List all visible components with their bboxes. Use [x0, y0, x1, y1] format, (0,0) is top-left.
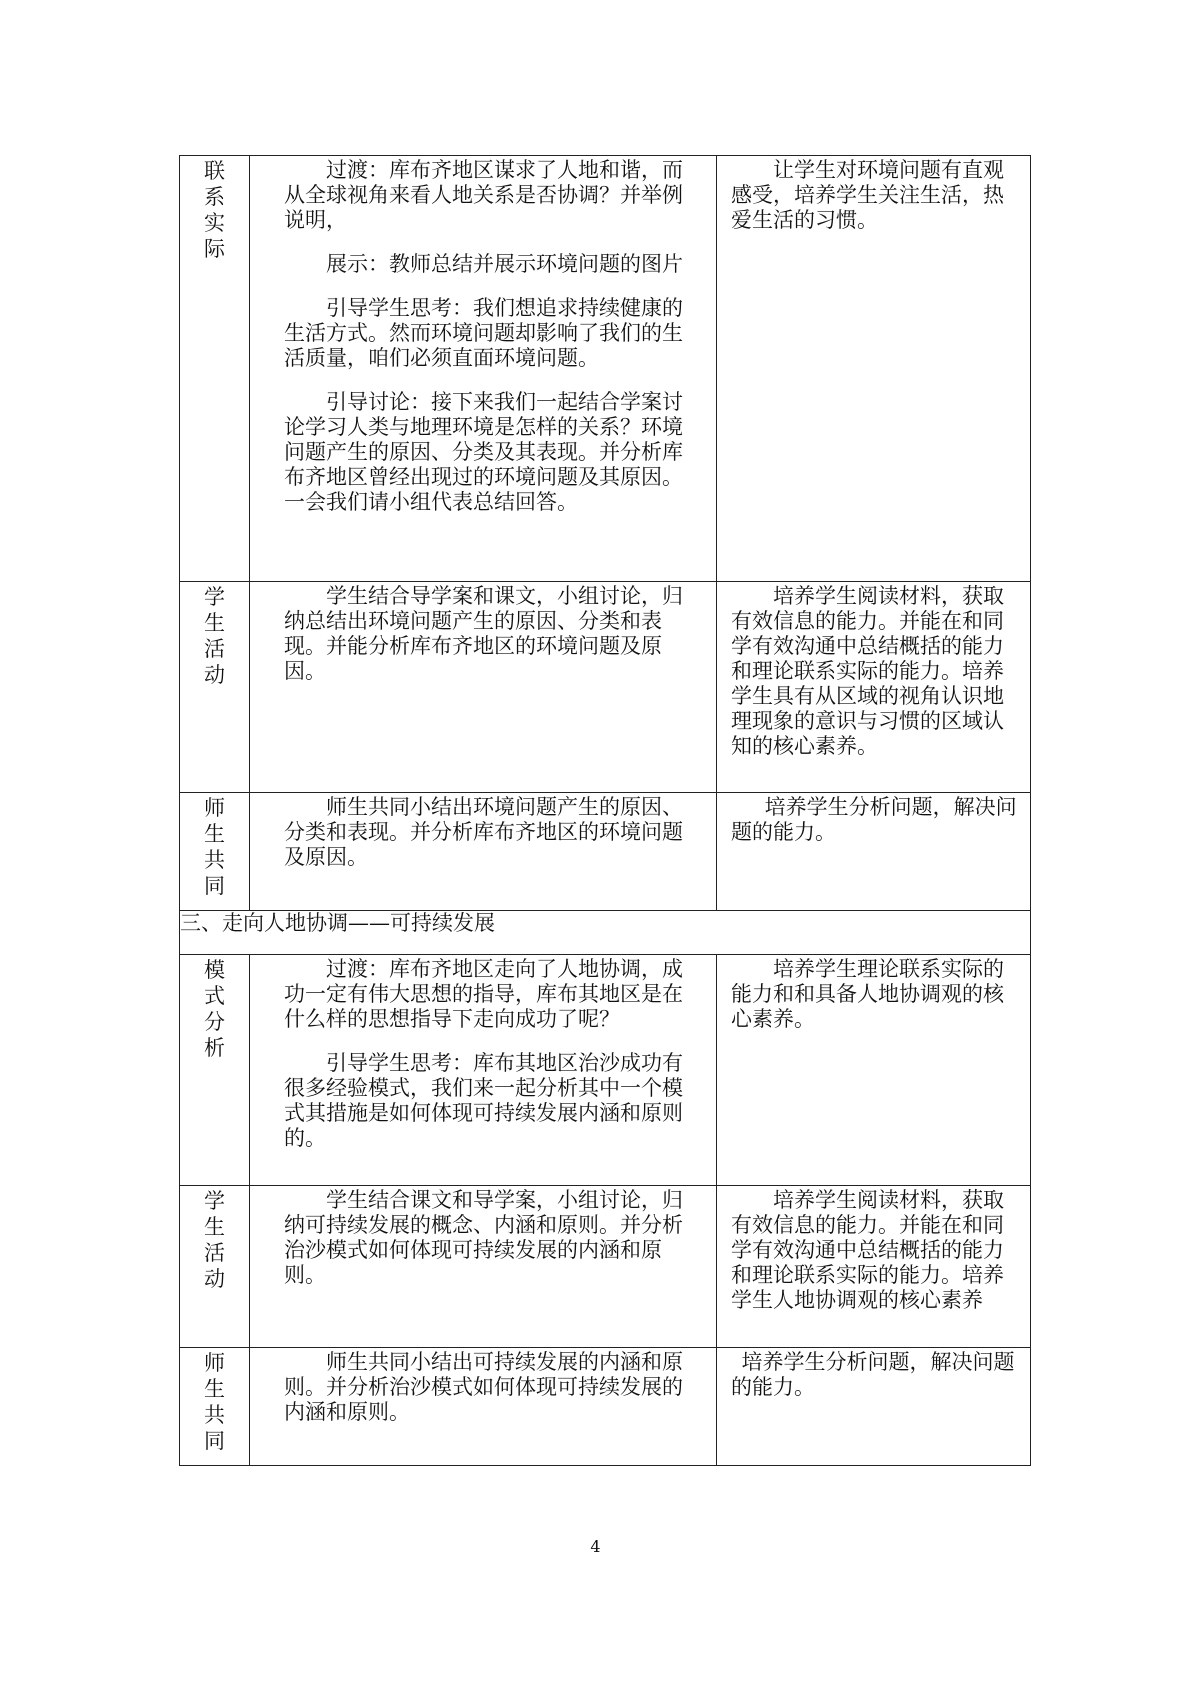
content-paragraph: 展示：教师总结并展示环境问题的图片 [326, 252, 683, 276]
content-paragraph: 学生结合课文和导学案，小组讨论，归纳可持续发展的概念、内涵和原则。并分析治沙模式如何体现可持续发展的内涵和原则。 [284, 1188, 683, 1287]
content-paragraph: 师生共同小结出环境问题产生的原因、分类和表现。并分析库布齐地区的环境问题及原因。 [284, 795, 683, 869]
step-cell [180, 1348, 250, 1466]
table-row [180, 955, 1031, 1186]
intent-text: 培养学生分析问题，解决问题的能力。 [731, 1350, 1015, 1399]
step-label: 学生活动 [204, 585, 225, 687]
design-intent-cell [717, 156, 1031, 582]
teaching-content-cell [250, 955, 717, 1186]
teaching-content-cell [250, 1348, 717, 1466]
table-row [180, 1348, 1031, 1466]
design-intent-cell [717, 955, 1031, 1186]
content-paragraph: 引导学生思考：库布其地区治沙成功有很多经验模式，我们来一起分析其中一个模式其措施是如何体现可持续发展内涵和原则的。 [284, 1051, 683, 1150]
step-cell [180, 1186, 250, 1348]
intent-text: 培养学生分析问题，解决问题的能力。 [731, 795, 1017, 844]
teaching-content-cell [250, 793, 717, 911]
step-cell [180, 582, 250, 793]
design-intent-cell [717, 793, 1031, 911]
intent-text: 培养学生阅读材料，获取有效信息的能力。并能在和同学有效沟通中总结概括的能力和理论联系实际的能力。培养学生人地协调观的核心素养 [731, 1188, 1004, 1312]
table-row [180, 156, 1031, 582]
step-label: 学生活动 [204, 1189, 225, 1291]
table-row [180, 1186, 1031, 1348]
design-intent-cell [717, 582, 1031, 793]
teaching-content-cell [250, 1186, 717, 1348]
teaching-content-cell [250, 582, 717, 793]
step-label: 师生共同 [204, 796, 225, 898]
section-heading: 三、走向人地协调——可持续发展 [180, 911, 1031, 955]
step-cell [180, 955, 250, 1186]
intent-text: 培养学生理论联系实际的能力和和具备人地协调观的核心素养。 [731, 957, 1004, 1031]
intent-text: 培养学生阅读材料，获取有效信息的能力。并能在和同学有效沟通中总结概括的能力和理论联系实际的能力。培养学生具有从区域的视角认识地理现象的意识与习惯的区域认知的核心素养。 [731, 584, 1004, 758]
design-intent-cell [717, 1348, 1031, 1466]
content-paragraph: 过渡：库布齐地区谋求了人地和谐，而从全球视角来看人地关系是否协调？并举例说明， [284, 158, 683, 232]
content-paragraph: 引导讨论：接下来我们一起结合学案讨论学习人类与地理环境是怎样的关系？环境问题产生的原因、分类及其表现。并分析库布齐地区曾经出现过的环境问题及其原因。一会我们请小组代表总结回答。 [284, 390, 683, 514]
table-row [180, 582, 1031, 793]
design-intent-cell [717, 1186, 1031, 1348]
lesson-plan-table [179, 155, 1031, 1466]
table-row [180, 793, 1031, 911]
page-number: 4 [590, 1537, 601, 1556]
section-header-row [180, 911, 1031, 955]
step-label: 师生共同 [204, 1351, 225, 1453]
content-paragraph: 引导学生思考：我们想追求持续健康的生活方式。然而环境问题却影响了我们的生活质量，咱们必须直面环境问题。 [284, 296, 683, 370]
teaching-content-cell [250, 156, 717, 582]
step-label: 联系实际 [204, 159, 225, 261]
intent-text: 让学生对环境问题有直观感受，培养学生关注生活，热爱生活的习惯。 [731, 158, 1004, 232]
content-paragraph: 学生结合导学案和课文，小组讨论，归纳总结出环境问题产生的原因、分类和表现。并能分析库布齐地区的环境问题及原因。 [284, 584, 683, 683]
step-label: 模式分析 [204, 958, 225, 1060]
step-cell [180, 793, 250, 911]
step-cell [180, 156, 250, 582]
content-paragraph: 过渡：库布齐地区走向了人地协调，成功一定有伟大思想的指导，库布其地区是在什么样的思想指导下走向成功了呢？ [284, 957, 683, 1031]
content-paragraph: 师生共同小结出可持续发展的内涵和原则。并分析治沙模式如何体现可持续发展的内涵和原则。 [284, 1350, 683, 1424]
